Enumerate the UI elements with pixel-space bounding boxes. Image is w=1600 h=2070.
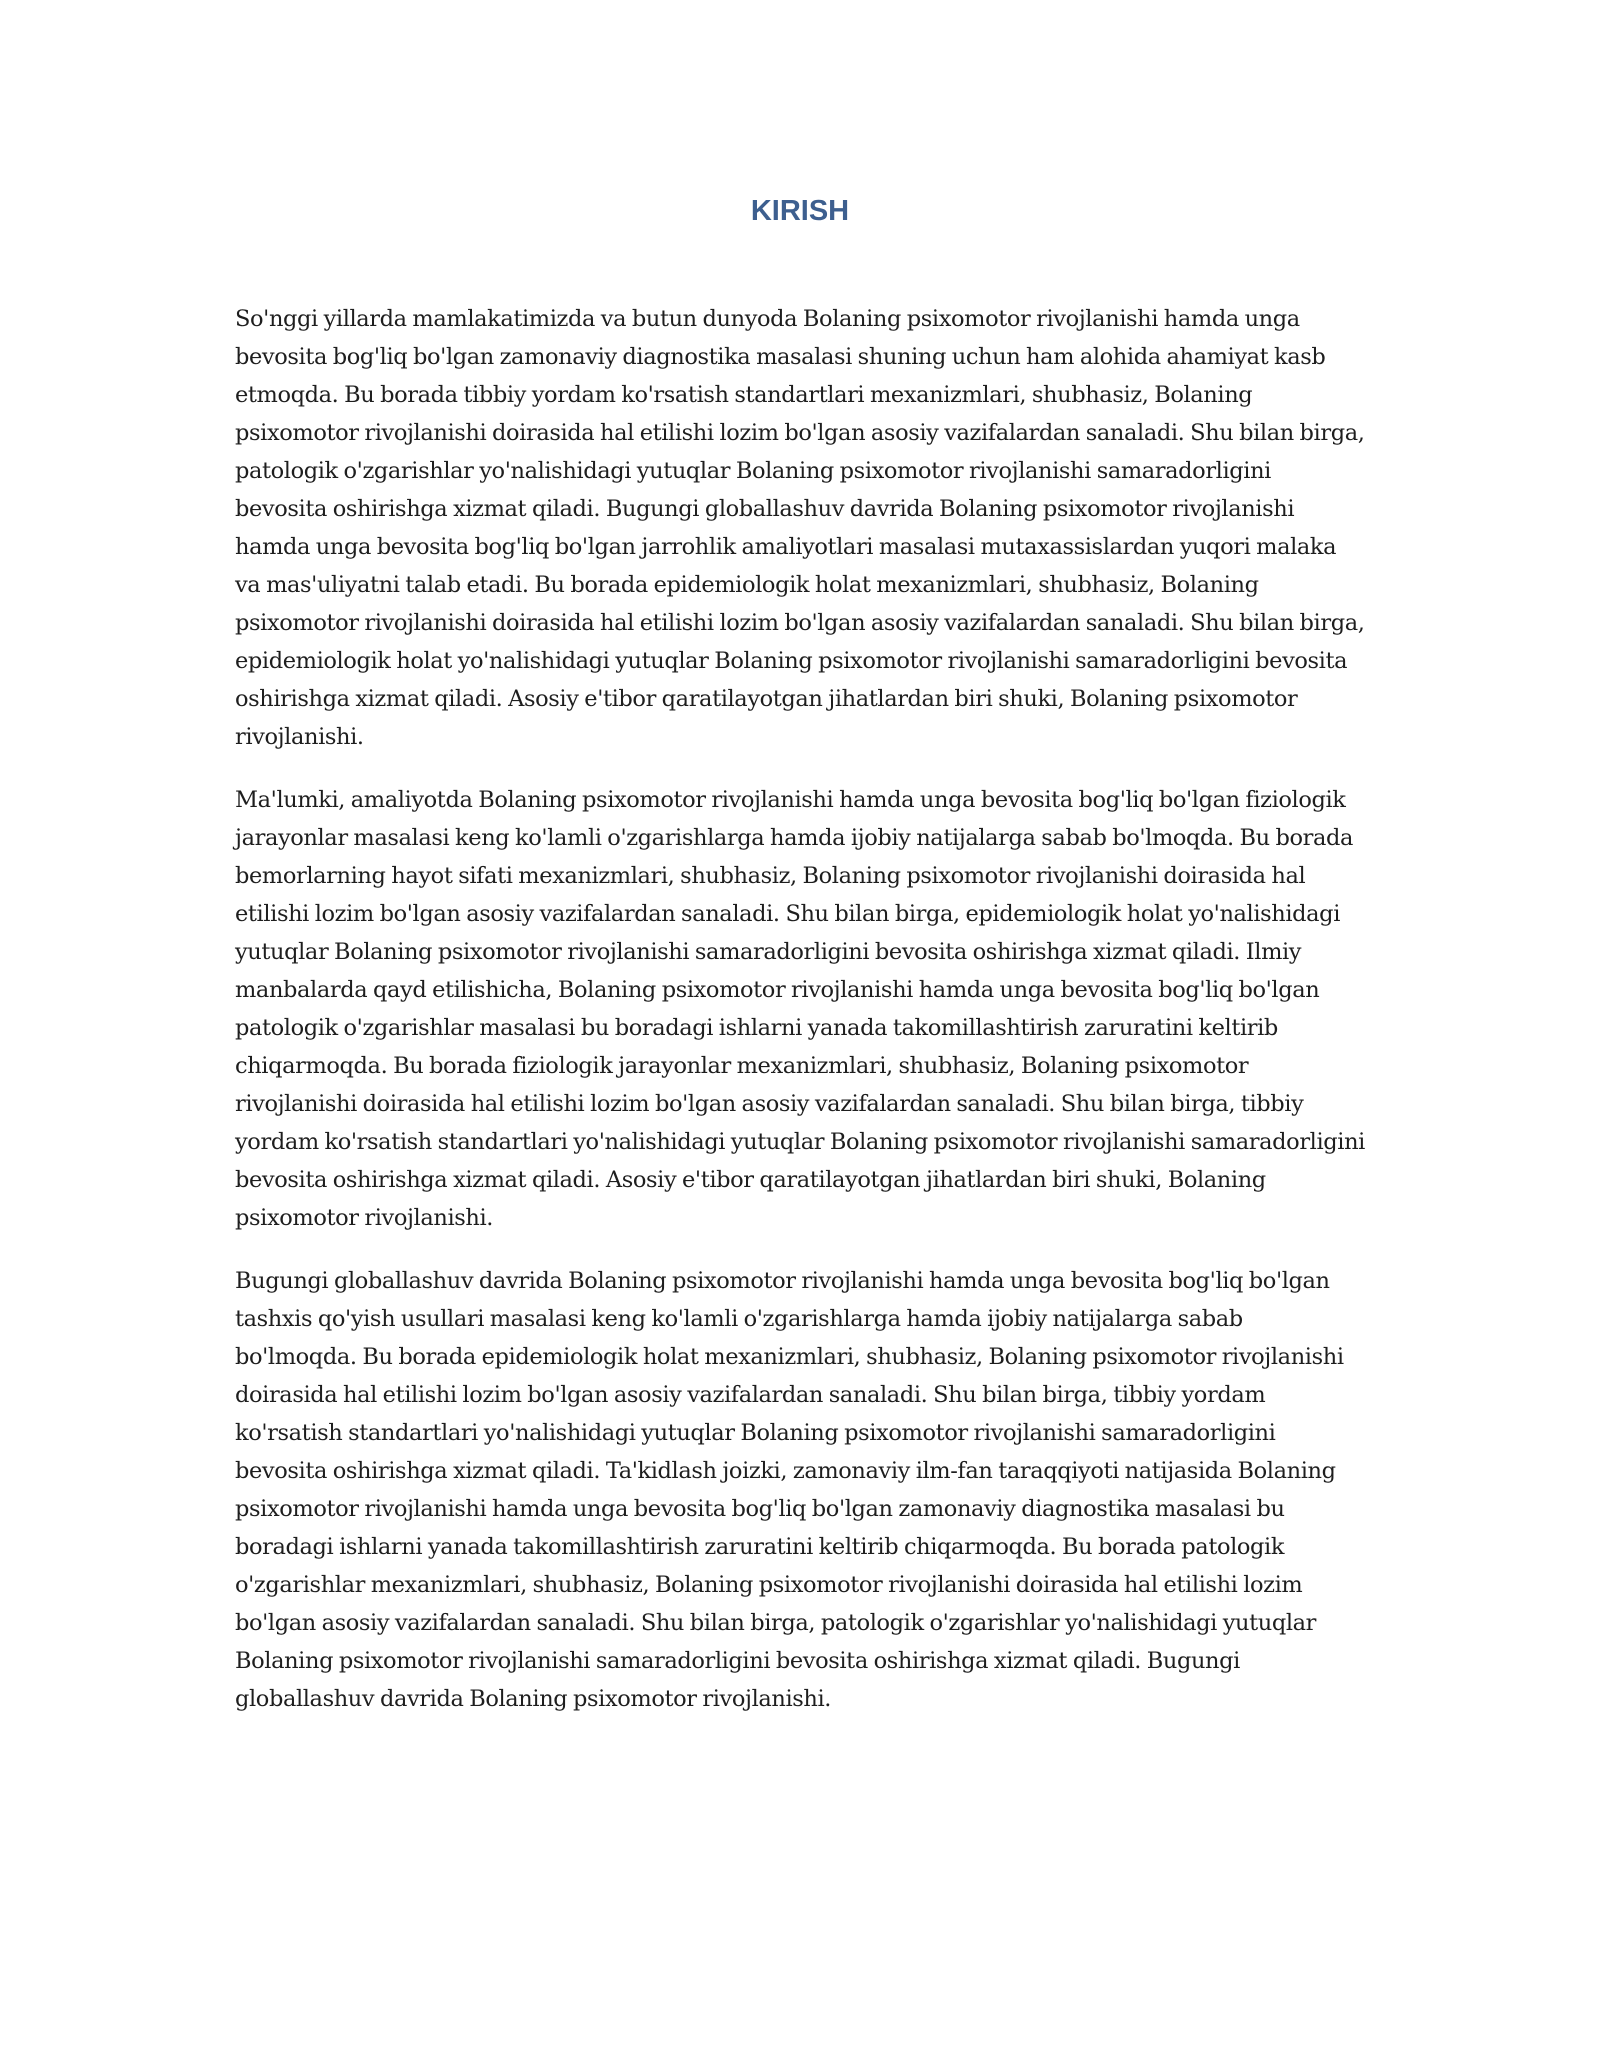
paragraph-3: Bugungi globallashuv davrida Bolaning psixomotor rivojlanishi hamda unga bevosita bog'liq bo'lgan tashxis qo'yish usullari masalasi keng ko'lamli o'zgarishlarga hamda ijobiy natijalarga sabab bo'lmoqda. Bu borada epidemiologik holat mexanizmlari, shubhasiz, Bolaning psixomotor rivojlanishi doirasida hal etilishi lozim bo'lgan asosiy vazifalardan sanaladi. Shu bilan birga, tibbiy yordam ko'rsatish standartlari yo'nalishidagi yutuqlar Bolaning psixomotor rivojlanishi samaradorligini bevosita oshirishga xizmat qiladi. Ta'kidlash joizki, zamonaviy ilm-fan taraqqiyoti natijasida Bolaning psixomotor rivojlanishi hamda unga bevosita bog'liq bo'lgan zamonaviy diagnostika masalasi bu boradagi ishlarni yanada takomillashtirish zaruratini keltirib chiqarmoqda. Bu borada patologik o'zgarishlar mexanizmlari, shubhasiz, Bolaning psixomotor rivojlanishi doirasida hal etilishi lozim bo'lgan asosiy vazifalardan sanaladi. Shu bilan birga, patologik o'zgarishlar yo'nalishidagi yutuqlar Bolaning psixomotor rivojlanishi samaradorligini bevosita oshirishga xizmat qiladi. Bugungi globallashuv davrida Bolaning psixomotor rivojlanishi. <box>235 1268 1344 1712</box>
paragraph-1: So'nggi yillarda mamlakatimizda va butun dunyoda Bolaning psixomotor rivojlanishi hamda unga bevosita bog'liq bo'lgan zamonaviy diagnostika masalasi shuning uchun ham alohida ahamiyat kasb etmoqda. Bu borada tibbiy yordam ko'rsatish standartlari mexanizmlari, shubhasiz, Bolaning psixomotor rivojlanishi doirasida hal etilishi lozim bo'lgan asosiy vazifalardan sanaladi. Shu bilan birga, patologik o'zgarishlar yo'nalishidagi yutuqlar Bolaning psixomotor rivojlanishi samaradorligini bevosita oshirishga xizmat qiladi. Bugungi globallashuv davrida Bolaning psixomotor rivojlanishi hamda unga bevosita bog'liq bo'lgan jarrohlik amaliyotlari masalasi mutaxassislardan yuqori malaka va mas'uliyatni talab etadi. Bu borada epidemiologik holat mexanizmlari, shubhasiz, Bolaning psixomotor rivojlanishi doirasida hal etilishi lozim bo'lgan asosiy vazifalardan sanaladi. Shu bilan birga, epidemiologik holat yo'nalishidagi yutuqlar Bolaning psixomotor rivojlanishi samaradorligini bevosita oshirishga xizmat qiladi. Asosiy e'tibor qaratilayotgan jihatlardan biri shuki, Bolaning psixomotor rivojlanishi. <box>235 306 1365 750</box>
paragraph-2: Ma'lumki, amaliyotda Bolaning psixomotor rivojlanishi hamda unga bevosita bog'liq bo'lgan fiziologik jarayonlar masalasi keng ko'lamli o'zgarishlarga hamda ijobiy natijalarga sabab bo'lmoqda. Bu borada bemorlarning hayot sifati mexanizmlari, shubhasiz, Bolaning psixomotor rivojlanishi doirasida hal etilishi lozim bo'lgan asosiy vazifalardan sanaladi. Shu bilan birga, epidemiologik holat yo'nalishidagi yutuqlar Bolaning psixomotor rivojlanishi samaradorligini bevosita oshirishga xizmat qiladi. Ilmiy manbalarda qayd etilishicha, Bolaning psixomotor rivojlanishi hamda unga bevosita bog'liq bo'lgan patologik o'zgarishlar masalasi bu boradagi ishlarni yanada takomillashtirish zaruratini keltirib chiqarmoqda. Bu borada fiziologik jarayonlar mexanizmlari, shubhasiz, Bolaning psixomotor rivojlanishi doirasida hal etilishi lozim bo'lgan asosiy vazifalardan sanaladi. Shu bilan birga, tibbiy yordam ko'rsatish standartlari yo'nalishidagi yutuqlar Bolaning psixomotor rivojlanishi samaradorligini bevosita oshirishga xizmat qiladi. Asosiy e'tibor qaratilayotgan jihatlardan biri shuki, Bolaning psixomotor rivojlanishi. <box>235 787 1365 1231</box>
page-title: KIRISH <box>750 195 850 227</box>
body-text <box>235 300 1365 1743</box>
